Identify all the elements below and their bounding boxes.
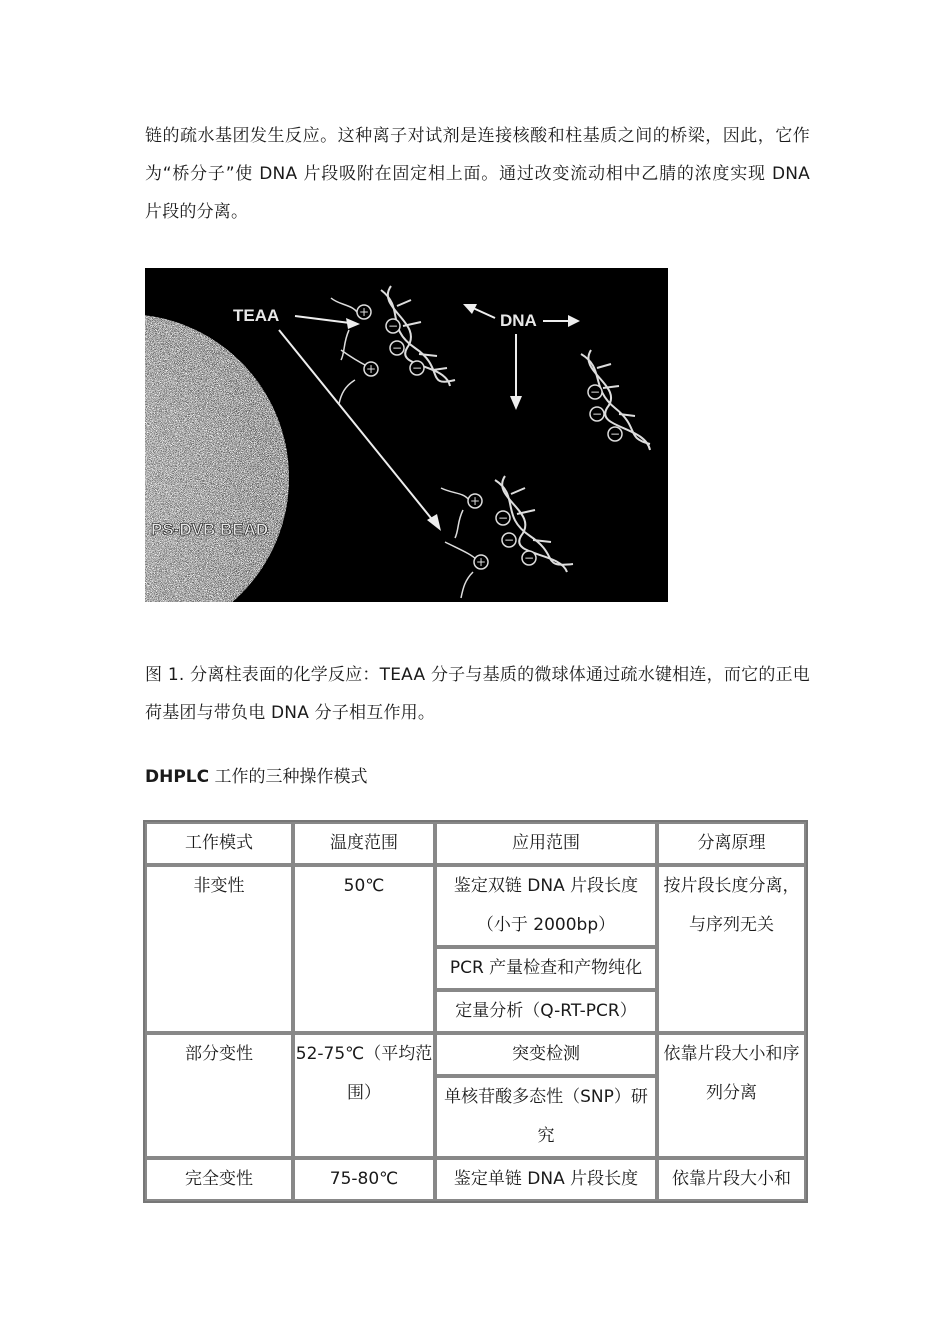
- table-cell-temp: 50℃: [293, 865, 435, 1033]
- table-cell-principle: 按片段长度分离，与序列无关: [657, 865, 806, 1033]
- teaa-label: TEAA: [233, 306, 280, 325]
- table-cell-app: 鉴定单链 DNA 片段长度: [435, 1158, 657, 1201]
- table-row: [145, 865, 806, 947]
- table-header: 温度范围: [293, 822, 435, 865]
- figure-teaa-dna-bead: [145, 268, 668, 602]
- section-title-bold: DHPLC: [145, 767, 210, 787]
- dna-label: DNA: [500, 311, 537, 330]
- table-header: 分离原理: [657, 822, 806, 865]
- table-cell-mode: 部分变性: [145, 1033, 293, 1158]
- minus-charge: −: [503, 533, 515, 547]
- table-cell-principle: 依靠片段大小和: [657, 1158, 806, 1201]
- minus-charge: −: [391, 341, 403, 355]
- minus-charge: −: [523, 551, 535, 565]
- table-header: 应用范围: [435, 822, 657, 865]
- figure-caption: 图 1. 分离柱表面的化学反应：TEAA 分子与基质的微球体通过疏水键相连，而它的正电荷基团与带负电 DNA 分子相互作用。: [145, 665, 810, 723]
- minus-charge: −: [411, 361, 423, 375]
- section-title-rest: 工作的三种操作模式: [209, 767, 368, 787]
- plus-charge: +: [469, 494, 481, 508]
- table-cell-app: 单核苷酸多态性（SNP）研究: [435, 1076, 657, 1158]
- table-cell-app: 定量分析（Q-RT-PCR）: [435, 990, 657, 1033]
- table-row: [145, 1033, 806, 1076]
- table-cell-temp: 75-80℃: [293, 1158, 435, 1201]
- table-header-row: [145, 822, 806, 865]
- body-paragraph: 链的疏水基团发生反应。这种离子对试剂是连接核酸和柱基质之间的桥梁，因此，它作为“桥分子”使 DNA 片段吸附在固定相上面。通过改变流动相中乙腈的浓度实现 DNA 片段的分离。: [145, 126, 810, 222]
- dhplc-modes-table: [143, 820, 808, 1203]
- table-cell-app: PCR 产量检查和产物纯化: [435, 947, 657, 990]
- plus-charge: +: [365, 362, 377, 376]
- plus-charge: +: [475, 555, 487, 569]
- table-cell-mode: 完全变性: [145, 1158, 293, 1201]
- table-cell-principle: 依靠片段大小和序列分离: [657, 1033, 806, 1158]
- table-cell-app: 鉴定双链 DNA 片段长度（小于 2000bp）: [435, 865, 657, 947]
- table-cell-temp: 52-75℃（平均范围）: [293, 1033, 435, 1158]
- minus-charge: −: [589, 385, 601, 399]
- minus-charge: −: [609, 427, 621, 441]
- minus-charge: −: [497, 511, 509, 525]
- minus-charge: −: [591, 407, 603, 421]
- table-row: [145, 1158, 806, 1201]
- table-header: 工作模式: [145, 822, 293, 865]
- plus-charge: +: [358, 305, 370, 319]
- bead-label: PS-DVB BEAD: [151, 520, 269, 539]
- minus-charge: −: [387, 319, 399, 333]
- section-title: [145, 758, 368, 796]
- table-cell-app: 突变检测: [435, 1033, 657, 1076]
- table-cell-mode: 非变性: [145, 865, 293, 1033]
- figure-illustration: [145, 268, 668, 602]
